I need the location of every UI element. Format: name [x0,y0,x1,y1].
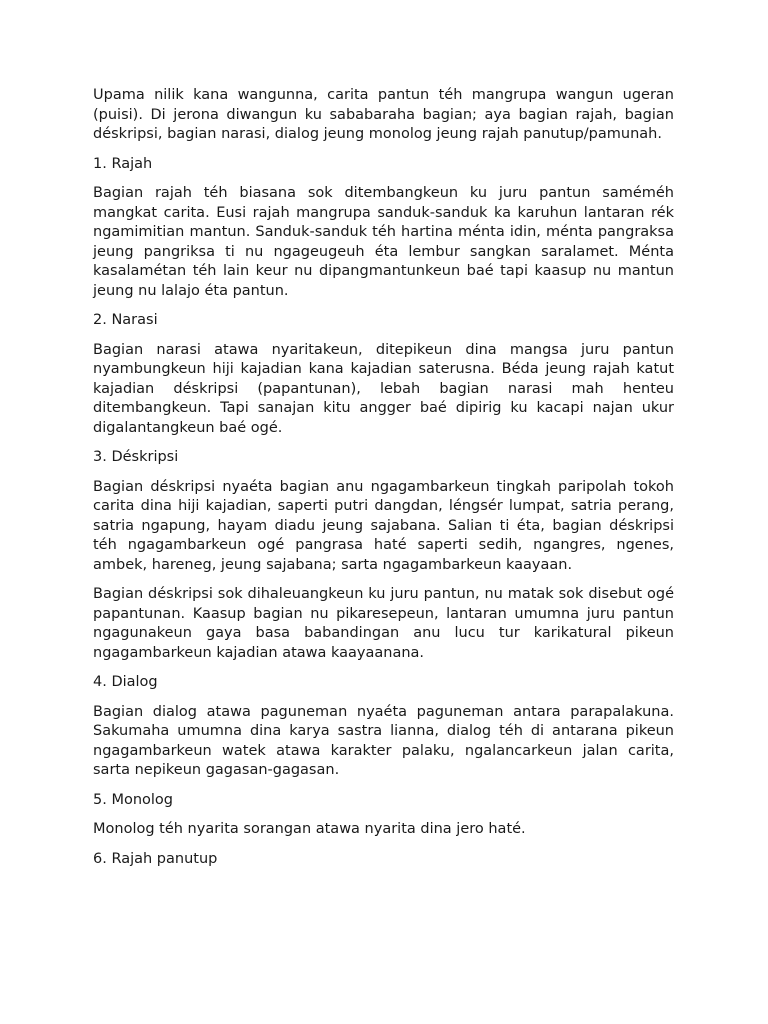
heading-deskripsi: 3. Déskripsi [93,449,179,465]
paragraph-deskripsi-1: Bagian déskripsi nyaéta bagian anu ngagambarkeun tingkah paripolah tokoh carita dina hiji kajadian, saperti putri dangdan, léngsér lumpat, satria perang, satria ngapung, hayam diadu jeung sajabana. Salian ti éta, bagian déskripsi téh ngagambarkeun ogé pangrasa haté saperti sedih, ngangres, ngenes, ambek, hareneg, jeung sajabana; sarta ngagambarkeun kaayaan. [93,478,674,573]
paragraph-narasi: Bagian narasi atawa nyaritakeun, ditepikeun dina mangsa juru pantun nyambungkeun hiji kajadian kana kajadian saterusna. Béda jeung rajah katut kajadian déskripsi (papantunan), lebah bagian narasi mah henteu ditembangkeun. Tapi sanajan kitu angger baé dipirig ku kacapi najan ukur digalantangkeun baé ogé. [93,341,674,436]
intro-paragraph: Upama nilik kana wangunna, carita pantun téh mangrupa wangun ugeran (puisi). Di jerona diwangun ku sababaraha bagian; aya bagian rajah, bagian déskripsi, bagian narasi, dialog jeung monolog jeung rajah panutup/pamunah. [93,87,674,142]
paragraph-monolog: Monolog téh nyarita sorangan atawa nyarita dina jero haté. [93,821,526,837]
paragraph-dialog: Bagian dialog atawa paguneman nyaéta paguneman antara parapalakuna. Sakumaha umumna dina karya sastra lianna, dialog téh di antarana pikeun ngagambarkeun watek atawa karakter palaku, ngalancarkeun jalan carita, sarta nepikeun gagasan-gagasan. [93,703,674,778]
paragraph-deskripsi-2: Bagian déskripsi sok dihaleuangkeun ku juru pantun, nu matak sok disebut ogé papantunan. Kaasup bagian nu pikaresepeun, lantaran umumna juru pantun ngagunakeun gaya basa babandingan anu lucu tur karikatural pikeun ngagambarkeun kajadian atawa kaayaanana. [93,586,674,661]
document-page [93,86,674,879]
paragraph-rajah: Bagian rajah téh biasana sok ditembangkeun ku juru pantun saméméh mangkat carita. Eusi rajah mangrupa sanduk-sanduk ka karuhun lantaran rék ngamimitian mantun. Sanduk-sanduk téh hartina ménta idin, ménta pangraksa jeung pangriksa ti nu ngageugeuh éta lembur sangkan saralamet. Ménta kasalamétan téh lain keur nu dipangmantunkeun baé tapi kaasup nu mantun jeung nu lalajo éta pantun. [93,185,674,299]
heading-monolog: 5. Monolog [93,791,173,808]
heading-rajah: 1. Rajah [93,155,153,172]
heading-rajah-panutup: 6. Rajah panutup [93,850,218,867]
heading-dialog: 4. Dialog [93,674,158,690]
heading-narasi: 2. Narasi [93,312,158,328]
